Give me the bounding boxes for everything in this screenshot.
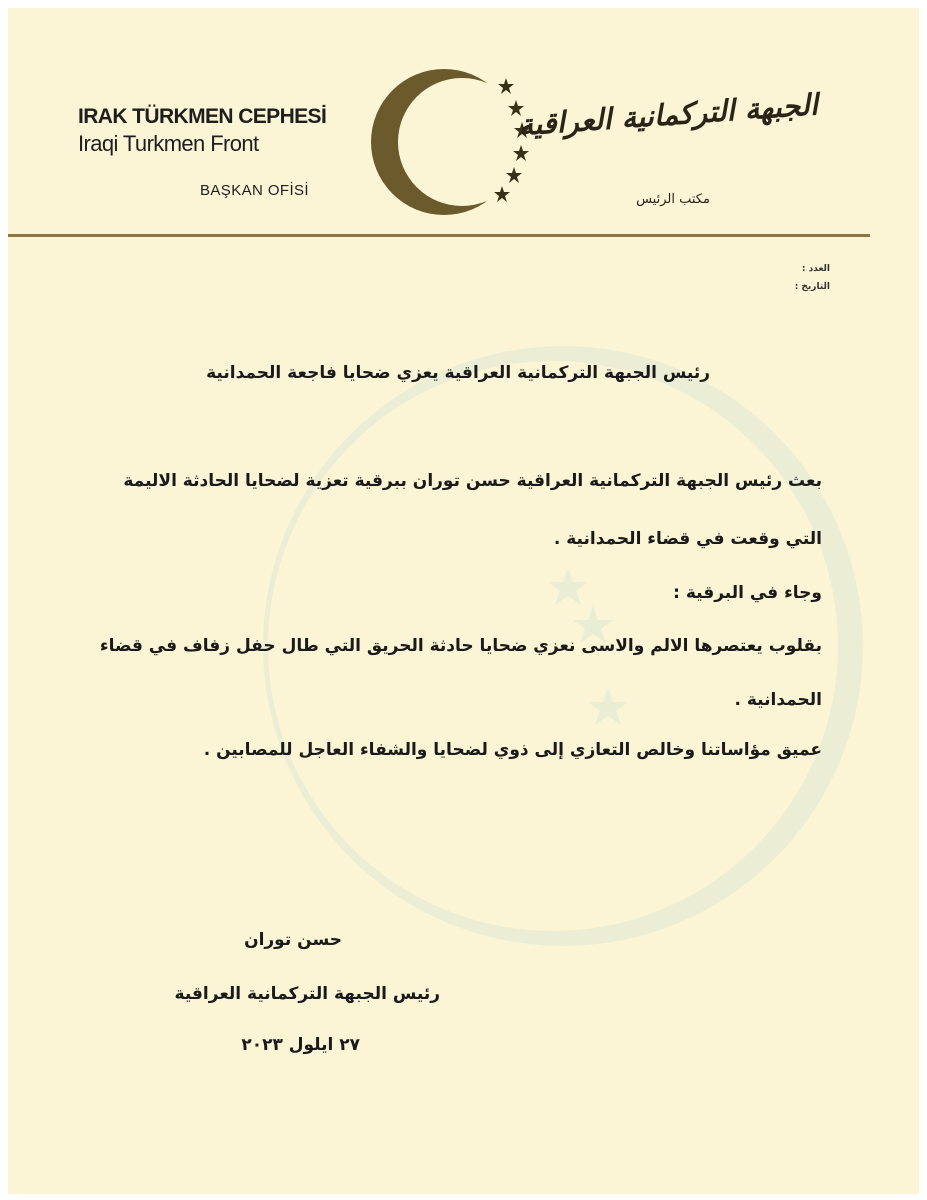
number-label: العدد : xyxy=(801,264,830,274)
signatory-position: رئيس الجبهة التركمانية العراقية xyxy=(174,984,440,1004)
body-line-5: الحمدانية . xyxy=(734,690,822,710)
org-name-arabic: الجبهة التركمانية العراقية xyxy=(517,87,819,143)
body-line-4: بقلوب يعتصرها الالم والاسى نعزي ضحايا حادثة الحريق التي طال حفل زفاف في قضاء xyxy=(99,636,822,656)
body-line-2: التي وقعت في قضاء الحمدانية . xyxy=(553,529,822,549)
letter-page xyxy=(8,8,919,1194)
signatory-name: حسن توران xyxy=(244,930,342,950)
office-label-arabic: مكتب الرئيس xyxy=(636,192,710,207)
date-label: التاريخ : xyxy=(794,282,830,292)
crescent-and-stars-icon xyxy=(364,62,544,227)
letter-title: رئيس الجبهة التركمانية العراقية يعزي ضحايا فاجعة الحمدانية xyxy=(206,363,710,383)
body-line-1: بعث رئيس الجبهة التركمانية العراقية حسن توران ببرقية تعزية لضحايا الحادثة الاليمة xyxy=(123,471,822,491)
signature-date: ٢٧ ايلول ٢٠٢٣ xyxy=(241,1035,360,1055)
org-name-turkish: IRAK TÜRKMEN CEPHESİ xyxy=(78,105,327,128)
org-name-english: Iraqi Turkmen Front xyxy=(78,131,259,156)
reference-block xyxy=(750,260,830,296)
letterhead-org-tr xyxy=(78,104,327,158)
office-label-turkish: BAŞKAN OFİSİ xyxy=(200,182,309,199)
body-line-3: وجاء في البرقية : xyxy=(673,583,822,603)
header-divider xyxy=(8,234,870,237)
body-line-6: عميق مؤاساتنا وخالص التعازي إلى ذوي لضحايا والشفاء العاجل للمصابين . xyxy=(203,740,822,760)
